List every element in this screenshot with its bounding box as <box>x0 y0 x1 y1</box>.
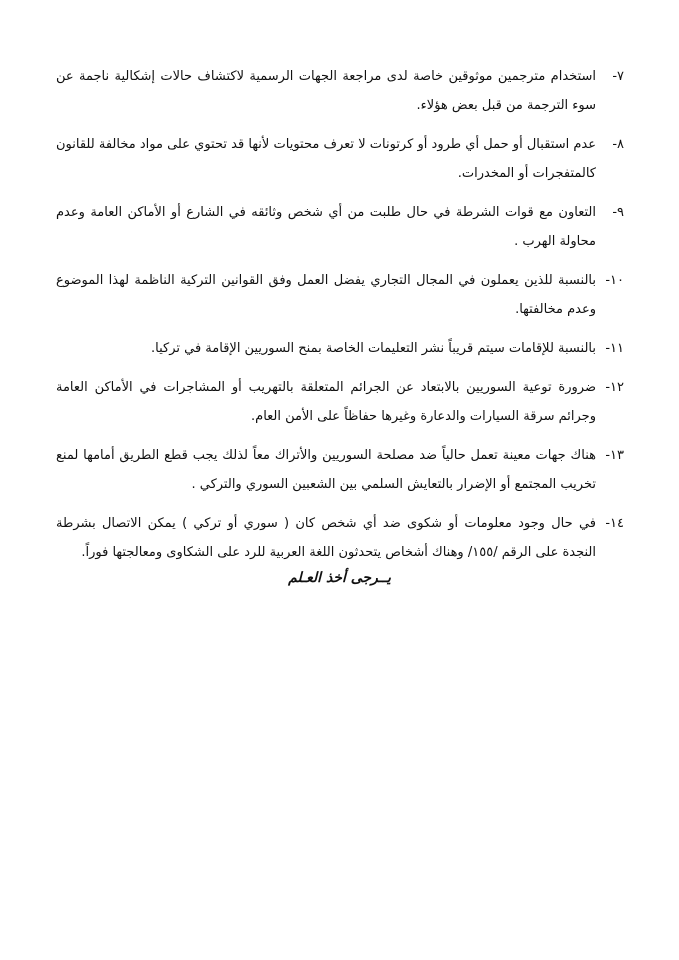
item-text: بالنسبة للذين يعملون في المجال التجاري يفضل العمل وفق القوانين التركية الناظمة لهذا الموضوع وعدم مخالفتها. <box>56 273 596 317</box>
item-text: عدم استقبال أو حمل أي طرود أو كرتونات لا تعرف محتويات لأنها قد تحتوي على مواد مخالفة للقانون كالمتفجرات أو المخدرات. <box>56 137 596 181</box>
item-text: استخدام مترجمين موثوقين خاصة لدى مراجعة الجهات الرسمية لاكتشاف حالات إشكالية ناجمة عن سوء الترجمة من قبل بعض هؤلاء. <box>56 69 596 113</box>
item-number: ١٣- <box>605 448 624 463</box>
item-number: ١١- <box>605 341 624 356</box>
item-number: ١٠- <box>605 273 624 288</box>
list-item <box>56 266 624 324</box>
item-number: ٨- <box>612 137 624 152</box>
list-item <box>56 130 624 188</box>
list-item <box>56 509 624 567</box>
list-item <box>56 62 624 120</box>
list-item <box>56 441 624 499</box>
item-text: بالنسبة للإقامات سيتم قريباً نشر التعليمات الخاصة بمنح السوريين الإقامة في تركيا. <box>150 341 596 356</box>
item-number: ٧- <box>612 69 624 84</box>
item-text: هناك جهات معينة تعمل حالياً ضد مصلحة السوريين والأتراك معاً لذلك يجب قطع الطريق أمامها لمنع تخريب المجتمع أو الإضرار بالتعايش السلمي بين الشعبين السوري والتركي . <box>56 448 596 492</box>
item-text: التعاون مع قوات الشرطة في حال طلبت من أي شخص وثائقه في الشارع أو الأماكن العامة وعدم محاولة الهرب . <box>56 205 596 249</box>
item-text: في حال وجود معلومات أو شكوى ضد أي شخص كان ( سوري أو تركي ) يمكن الاتصال بشرطة النجدة على الرقم /١٥٥/ وهناك أشخاص يتحدثون اللغة العربية للرد على الشكاوى ومعالجتها فوراً. <box>56 516 596 560</box>
list-item <box>56 373 624 431</box>
item-number: ٩- <box>612 205 624 220</box>
item-text: ضرورة توعية السوريين بالابتعاد عن الجرائم المتعلقة بالتهريب أو المشاجرات في الأماكن العامة وجرائم سرقة السيارات والدعارة وغيرها حفاظاً على الأمن العام. <box>56 380 596 424</box>
list-item <box>56 198 624 256</box>
item-number: ١٢- <box>605 380 624 395</box>
item-number: ١٤- <box>605 516 624 531</box>
list-item <box>56 334 624 363</box>
instructions-list <box>56 62 624 577</box>
closing-note: يــرجى أخذ العـلم <box>288 570 391 586</box>
